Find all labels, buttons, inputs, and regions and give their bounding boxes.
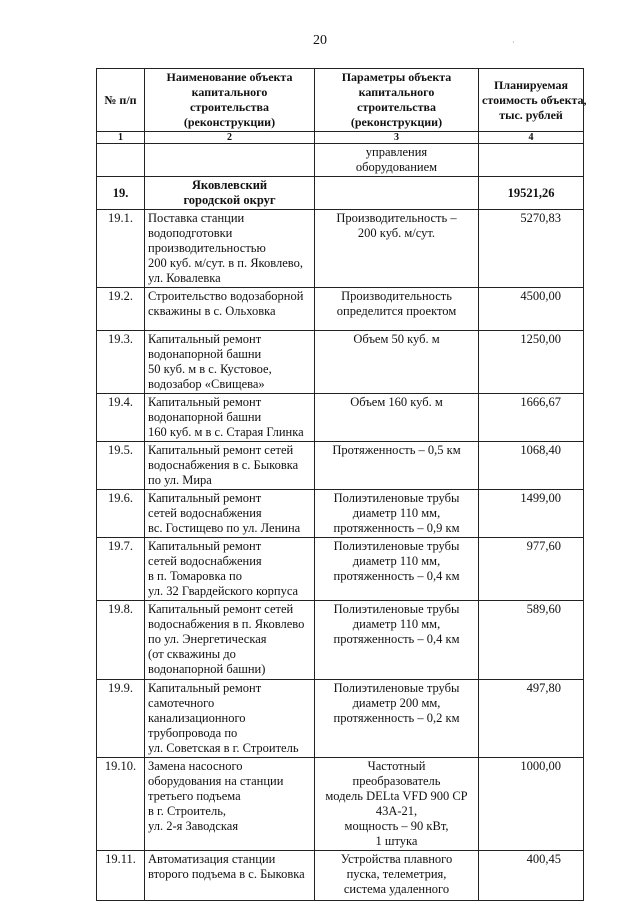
cell-cost: 1250,00 [479,331,584,394]
cell-params [315,601,479,680]
text-line: протяженность – 0,9 км [333,521,460,535]
text-line: водоподготовки [148,226,233,240]
cell-cost: 1499,00 [479,490,584,538]
cell-name [145,331,315,394]
text-line: Протяженность – 0,5 км [332,443,461,457]
text-line: водоснабжения в п. Яковлево [148,617,305,631]
text-line: диаметр 200 мм, [352,696,441,710]
text-line: протяженность – 0,4 км [333,632,460,646]
table-body [97,132,584,901]
text-line: канализационного [148,711,246,725]
cell-num: 19.5. [97,442,145,490]
table-row [97,490,584,538]
text-line: Объем 50 куб. м [353,332,440,346]
text-line: Капитальный ремонт [148,491,262,505]
text-line: водонапорной башни [148,410,262,424]
cell-name [145,177,315,210]
text-line: капитального [191,85,268,99]
cell-name [145,851,315,901]
cell-cost: 5270,83 [479,210,584,288]
text-line: водоснабжения в с. Быковка [148,458,299,472]
cell-cost [479,144,584,177]
text-line: 200 куб. м/сут. [357,226,436,240]
scan-mark: · [512,38,515,47]
text-line: городской округ [183,193,276,207]
cell-params [315,331,479,394]
text-line: Объем 160 куб. м [350,395,443,409]
text-line: 200 куб. м/сут. в п. Яковлево, [148,256,303,270]
table-row [97,210,584,288]
text-line: ул. Советская в г. Строитель [148,741,299,755]
cell-name [145,288,315,331]
text-line: Строительство водозаборной [148,289,304,303]
text-line: преобразователь [352,774,441,788]
text-line: мощность – 90 кВт, [344,819,449,833]
cell-name [145,538,315,601]
text-line: диаметр 110 мм, [352,506,441,520]
text-line: Производительность [341,289,452,303]
text-line: ул. 32 Гвардейского корпуса [148,584,299,598]
text-line: по ул. Энергетическая [148,632,267,646]
text-line: водонапорной башни [148,347,262,361]
text-line: Полиэтиленовые трубы [333,491,460,505]
text-line: тыс. рублей [499,107,563,122]
text-line: (реконструкции) [350,115,443,129]
text-line: второго подъема в с. Быковка [148,867,305,881]
text-line: в п. Томаровка по [148,569,242,583]
text-line: стоимость объекта, [482,92,587,107]
text-line: Замена насосного [148,759,243,773]
text-line: водозабор «Свищева» [148,377,265,391]
page-number: 20 [313,33,327,48]
continuation-row [97,144,584,177]
cell-params [315,394,479,442]
text-line: строительства [190,100,269,114]
cell-num: 19.11. [97,851,145,901]
cell-params [315,210,479,288]
text-line: Капитальный ремонт сетей [148,443,294,457]
text-line: вс. Гостищево по ул. Ленина [148,521,301,535]
text-line: (реконструкции) [183,115,276,129]
group-row [97,177,584,210]
cell-name [145,210,315,288]
cell-params [315,144,479,177]
header-num [97,69,145,132]
cell-num: 19. [97,177,145,210]
text-line: пуска, телеметрия, [346,867,447,881]
text-line: Устройства плавного [340,852,453,866]
text-line: сетей водоснабжения [148,506,262,520]
cell-params [315,758,479,851]
table-row [97,331,584,394]
text-line: № п/п [104,92,137,107]
text-line: третьего подъема [148,789,241,803]
text-line: Капитальный ремонт [148,681,262,695]
cell-params [315,538,479,601]
column-number: 3 [315,132,479,144]
text-line: Капитальный ремонт [148,539,262,553]
text-line: самотечного [148,696,215,710]
cell-name [145,490,315,538]
text-line: (от скважины до [148,647,236,661]
table-row [97,851,584,901]
text-line: диаметр 110 мм, [352,617,441,631]
text-line: модель DELta VFD 900 CP [325,789,468,803]
text-line: диаметр 110 мм, [352,554,441,568]
header-params [315,69,479,132]
text-line: 160 куб. м в с. Старая Глинка [148,425,304,439]
table-row [97,288,584,331]
cell-num: 19.2. [97,288,145,331]
text-line: в г. Строитель, [148,804,227,818]
cell-name [145,394,315,442]
text-line: Наименование объекта [166,70,293,84]
table-row [97,394,584,442]
table-row [97,601,584,680]
cell-cost: 1666,67 [479,394,584,442]
cell-num: 19.8. [97,601,145,680]
cell-name [145,758,315,851]
text-line: капитального [358,85,435,99]
header-cost [479,69,587,132]
cell-cost: 19521,26 [479,177,584,210]
text-line: определится проектом [336,304,457,318]
cell-params [315,851,479,901]
text-line: оборудования на станции [148,774,284,788]
column-number-row [97,132,584,144]
text-line: 1 штука [375,834,418,848]
cell-num: 19.4. [97,394,145,442]
table-header [97,69,587,132]
header-name [145,69,315,132]
table-row [97,442,584,490]
cell-num: 19.1. [97,210,145,288]
cell-cost: 589,60 [479,601,584,680]
text-line: Автоматизация станции [148,852,276,866]
column-number: 2 [145,132,315,144]
text-line: Яковлевский [191,178,268,192]
column-number: 4 [479,132,584,144]
cell-name [145,144,315,177]
cell-params [315,680,479,758]
text-line: Капитальный ремонт [148,395,262,409]
text-line: Полиэтиленовые трубы [333,602,460,616]
text-line: строительства [357,100,436,114]
cell-cost: 1068,40 [479,442,584,490]
text-line: протяженность – 0,2 км [333,711,460,725]
cell-cost: 497,80 [479,680,584,758]
table-row [97,680,584,758]
text-line: оборудованием [355,160,438,174]
cell-cost: 400,45 [479,851,584,901]
text-line: водонапорной башни) [148,662,266,676]
text-line: ул. Ковалевка [148,271,221,285]
cell-cost: 4500,00 [479,288,584,331]
text-line: управления [365,145,428,159]
text-line: производительностью [148,241,266,255]
text-line: Капитальный ремонт [148,332,262,346]
cell-num: 19.3. [97,331,145,394]
cell-cost: 1000,00 [479,758,584,851]
text-line: трубопровода по [148,726,238,740]
text-line: протяженность – 0,4 км [333,569,460,583]
cell-num: 19.10. [97,758,145,851]
table-row [97,538,584,601]
column-number: 1 [97,132,145,144]
text-line: по ул. Мира [148,473,212,487]
text-line: Частотный [367,759,426,773]
cell-name [145,680,315,758]
cell-name [145,601,315,680]
text-line: 50 куб. м в с. Кустовое, [148,362,272,376]
cell-num: 19.7. [97,538,145,601]
cell-num [97,144,145,177]
cell-name [145,442,315,490]
text-line: скважины в с. Ольховка [148,304,276,318]
text-line: ул. 2-я Заводская [148,819,239,833]
cell-params [315,177,479,210]
cell-cost: 977,60 [479,538,584,601]
text-line: Полиэтиленовые трубы [333,539,460,553]
text-line: Планируемая [494,77,568,92]
text-line: Капитальный ремонт сетей [148,602,294,616]
cell-params [315,288,479,331]
capital-construction-table [96,68,587,901]
cell-params [315,442,479,490]
table-row [97,758,584,851]
text-line: Поставка станции [148,211,245,225]
text-line: Параметры объекта [341,70,452,84]
text-line: Полиэтиленовые трубы [333,681,460,695]
text-line: Производительность – [336,211,457,225]
cell-num: 19.6. [97,490,145,538]
text-line: система удаленного [343,882,450,896]
cell-num: 19.9. [97,680,145,758]
text-line: 43A-21, [375,804,418,818]
text-line: сетей водоснабжения [148,554,262,568]
cell-params [315,490,479,538]
